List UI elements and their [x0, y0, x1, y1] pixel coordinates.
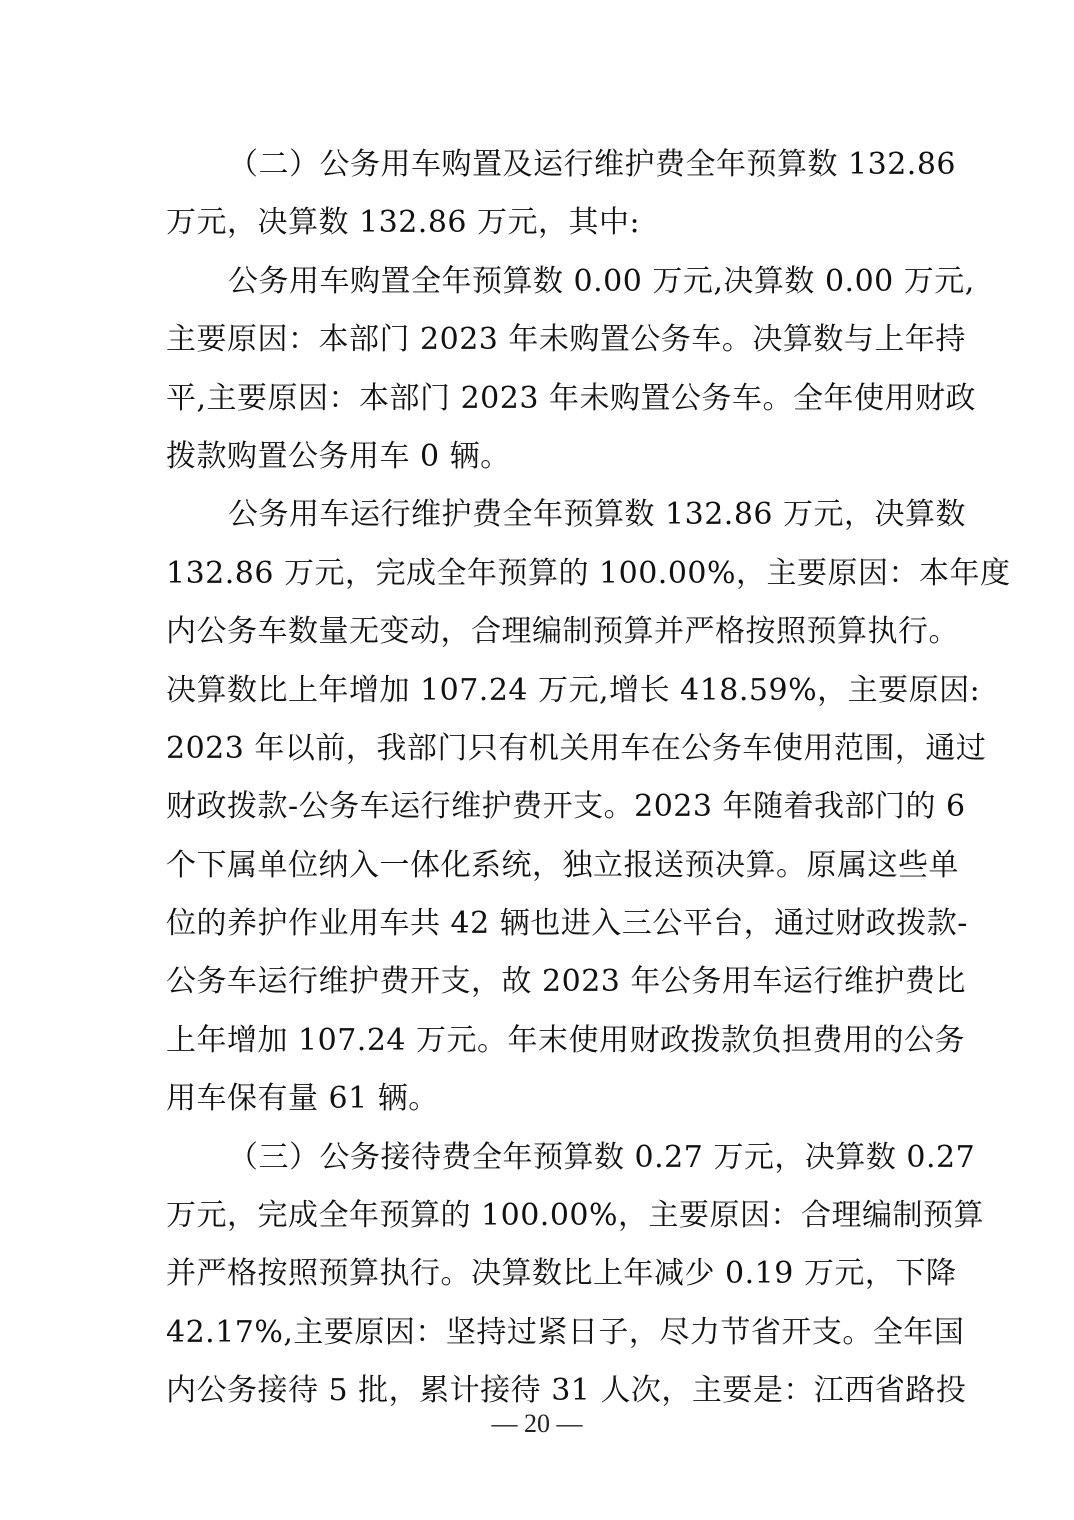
paragraph-line: （三）公务接待费全年预算数 0.27 万元，决算数 0.27 — [228, 1139, 976, 1175]
paragraph-line: 42.17%,主要原因：坚持过紧日子，尽力节省开支。全年国 — [166, 1314, 965, 1350]
paragraph-line: 公务用车购置全年预算数 0.00 万元,决算数 0.00 万元, — [228, 263, 975, 299]
paragraph-line: 拨款购置公务用车 0 辆。 — [166, 438, 511, 474]
paragraph-line: 上年增加 107.24 万元。年末使用财政拨款负担费用的公务 — [166, 1022, 966, 1058]
paragraph-line: 财政拨款-公务车运行维护费开支。2023 年随着我部门的 6 — [166, 789, 966, 825]
paragraph-line: （二）公务用车购置及运行维护费全年预算数 132.86 — [228, 147, 957, 182]
paragraph-line: 个下属单位纳入一体化系统，独立报送预决算。原属这些单 — [166, 847, 959, 883]
paragraph-line: 内公务接待 5 批，累计接待 31 人次，主要是：江西省路投 — [166, 1373, 967, 1409]
body-text — [166, 136, 1011, 1421]
paragraph-line: 万元，决算数 132.86 万元，其中: — [166, 205, 641, 241]
paragraph-line: 用车保有量 61 辆。 — [166, 1081, 439, 1117]
paragraph-line: 2023 年以前，我部门只有机关用车在公务车使用范围，通过 — [166, 730, 987, 766]
paragraph-line: 万元，完成全年预算的 100.00%，主要原因：合理编制预算 — [166, 1198, 985, 1234]
paragraph-line: 位的养护作业用车共 42 辆也进入三公平台，通过财政拨款- — [166, 906, 968, 942]
paragraph-line: 平,主要原因：本部门 2023 年未购置公务车。全年使用财政 — [166, 380, 976, 416]
paragraph-line: 公务车运行维护费开支，故 2023 年公务用车运行维护费比 — [166, 964, 966, 1000]
paragraph-line: 公务用车运行维护费全年预算数 132.86 万元，决算数 — [228, 497, 967, 533]
paragraph-line: 内公务车数量无变动，合理编制预算并严格按照预算执行。 — [166, 614, 959, 650]
paragraph-line: 132.86 万元，完成全年预算的 100.00%，主要原因：本年度 — [166, 555, 1011, 591]
page-number: — 20 — — [491, 1409, 583, 1438]
paragraph-line: 主要原因：本部门 2023 年未购置公务车。决算数与上年持 — [166, 322, 966, 358]
paragraph-line: 并严格按照预算执行。决算数比上年减少 0.19 万元，下降 — [166, 1256, 957, 1292]
paragraph-line: 决算数比上年增加 107.24 万元,增长 418.59%，主要原因: — [166, 672, 981, 708]
